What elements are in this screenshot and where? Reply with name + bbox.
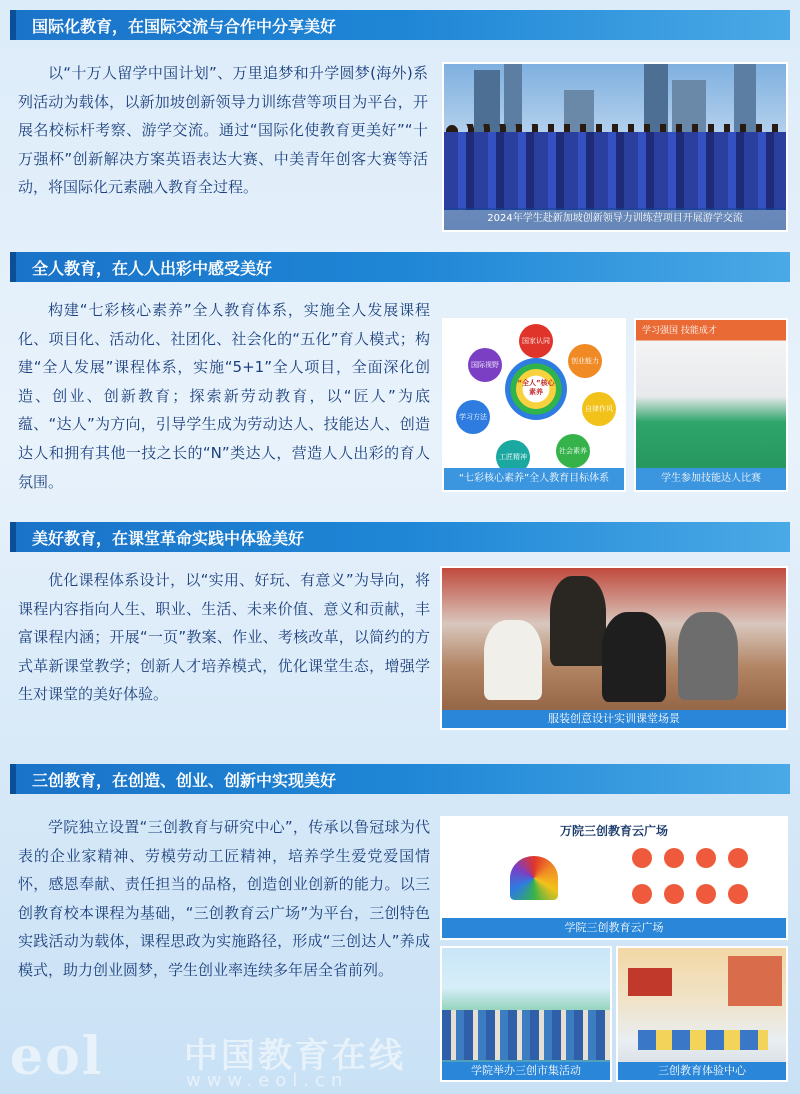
student xyxy=(678,612,738,700)
cloud-tile xyxy=(664,884,684,904)
section-header-whole-person xyxy=(10,252,790,282)
photo-caption: 2024年学生赴新加坡创新领导力训练营项目开展游学交流 xyxy=(444,208,786,230)
cloud-caption: 学院三创教育云广场 xyxy=(442,918,786,938)
event-caption: 学院举办三创市集活动 xyxy=(442,1062,610,1080)
cloud-tile xyxy=(728,848,748,868)
photo-experience-center xyxy=(616,946,788,1082)
watermark xyxy=(0,1010,440,1094)
diagram-node: 创业能力 xyxy=(568,344,602,378)
diagram-node: 工匠精神 xyxy=(496,440,530,474)
section-header-three-innovation xyxy=(10,764,790,794)
photo-classroom xyxy=(440,566,788,730)
photo-singapore-group xyxy=(442,62,788,232)
photo-caption: 学生参加技能达人比赛 xyxy=(636,468,786,490)
diagram-caption: “七彩核心素养”全人教育目标体系 xyxy=(444,468,624,490)
center-display xyxy=(628,968,672,996)
section-title: 全人教育，在人人出彩中感受美好 xyxy=(32,259,273,278)
diagram-node: 社会素养 xyxy=(556,434,590,468)
watermark-logo: eol xyxy=(10,1026,104,1087)
diagram-seven-color-literacy xyxy=(442,318,626,492)
photo-skills-competition xyxy=(634,318,788,492)
center-poster xyxy=(728,956,782,1006)
section-body-international: 以“十万人留学中国计划”、万里追梦和升学圆梦(海外)系列活动为载体，以新加坡创新领导力训练营等项目为平台，开展名校标杆考察、游学交流。通过“国际化使教育更美好”“十万强杯”创新解决方案英语表达大赛、中美青年创客大赛等活动，将国际化元素融入教育全过程。 xyxy=(18,64,428,197)
cloud-tile xyxy=(632,848,652,868)
diagram-node: 国际视野 xyxy=(468,348,502,382)
section-title: 三创教育，在创造、创业、创新中实现美好 xyxy=(32,771,337,790)
section-header-good-education xyxy=(10,522,790,552)
event-crowd xyxy=(442,1010,610,1060)
diagram-node: 自律作风 xyxy=(582,392,616,426)
photo-hall xyxy=(636,320,786,490)
student xyxy=(484,620,542,700)
cloud-tile xyxy=(632,884,652,904)
center-caption: 三创教育体验中心 xyxy=(618,1062,786,1080)
center-furniture xyxy=(638,1030,768,1050)
photo-banner: 学习强国 技能成才 xyxy=(642,326,717,336)
section-body-whole-person: 构建“七彩核心素养”全人教育体系，实施全人发展课程化、项目化、活动化、社团化、社会化的“五化”育人模式；构建“全人发展”课程体系，实施“5+1”全人项目，全面深化创造、创业、创新教育；探索新劳动教育，以“匠人”为底蕴、“达人”为方向，引导学生成为劳动达人、技能达人、创造达人和拥有其他一技之长的“N”类达人，营造人人出彩的育人氛围。 xyxy=(18,301,430,491)
cloud-tile xyxy=(664,848,684,868)
cloud-logo xyxy=(510,856,558,900)
section-body-good-education: 优化课程体系设计，以“实用、好玩、有意义”为导向，将课程内容指向人生、职业、生活、未来价值、意义和贡献，丰富课程内涵；开展“一页”教案、作业、考核改革，以简约的方式革新课堂教学；创新人才培养模式，优化课堂生态，增强学生对课堂的美好体验。 xyxy=(18,571,430,704)
photo-market-event xyxy=(440,946,612,1082)
group-students xyxy=(444,132,786,210)
diagram-node: 学习方法 xyxy=(456,400,490,434)
cloud-title: 万院三创教育云广场 xyxy=(559,824,668,838)
section-title: 国际化教育，在国际交流与合作中分享美好 xyxy=(32,17,337,36)
cloud-tile xyxy=(696,884,716,904)
student xyxy=(550,576,606,666)
watermark-name: 中国教育在线 xyxy=(184,1036,406,1076)
screenshot-cloud-platform xyxy=(440,816,788,940)
section-body-three-innovation: 学院独立设置“三创教育与研究中心”，传承以鲁冠球为代表的企业家精神、劳模劳动工匠精神，培养学生爱党爱国情怀，感恩奉献、责任担当的品格，创造创业创新的能力。以三创教育校本课程为基础，“三创教育云广场”为平台，三创特色实践活动为载体，课程思政为实施路径，形成“三创达人”养成模式，助力创业圆梦，学生创业率连续多年居全省前列。 xyxy=(18,818,430,979)
section-header-international xyxy=(10,10,790,40)
diagram-node: 国家认同 xyxy=(519,324,553,358)
cloud-tile xyxy=(696,848,716,868)
diagram-center-label: “全人”核心素养 xyxy=(517,379,555,396)
student xyxy=(602,612,666,702)
photo-caption: 服装创意设计实训课堂场景 xyxy=(442,710,786,728)
section-title: 美好教育，在课堂革命实践中体验美好 xyxy=(32,529,305,548)
cloud-tile xyxy=(728,884,748,904)
watermark-url: www.eol.cn xyxy=(186,1070,349,1091)
